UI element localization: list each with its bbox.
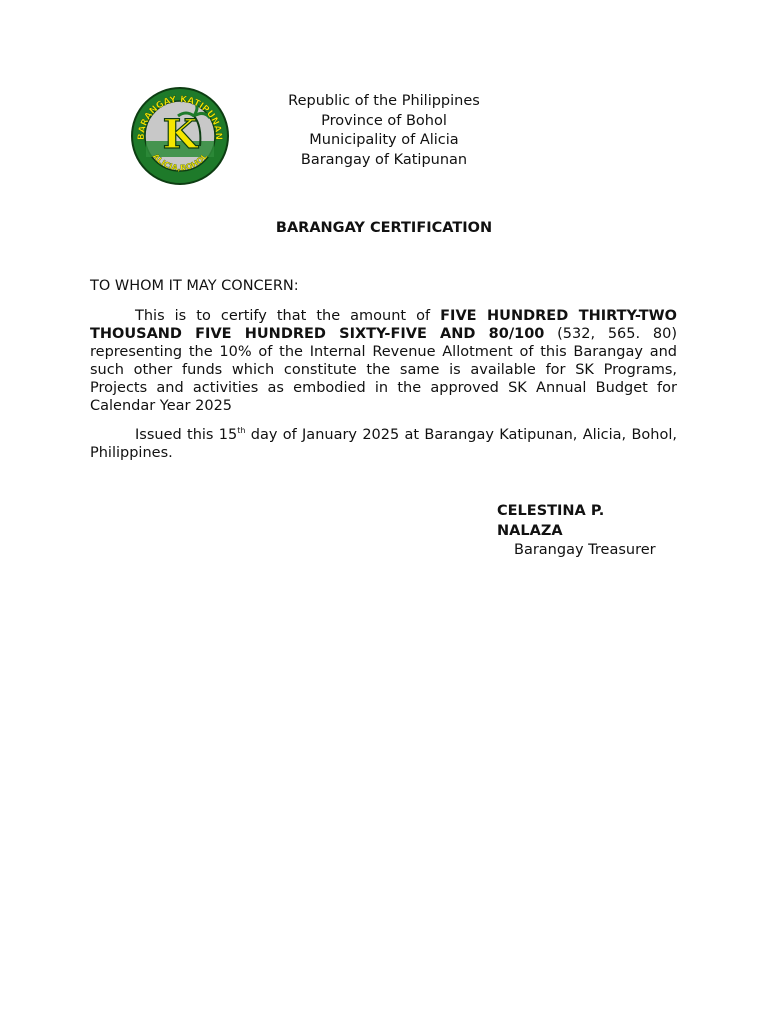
paragraph2-rest: day of January 2025 at Barangay Katipunan, Alicia, Bohol, Philippines. — [90, 427, 677, 461]
seal-letter: K — [162, 111, 198, 158]
paragraph2-lead: Issued this 15 — [135, 427, 238, 443]
seal-bottom-text: ALICIA,BOHOL — [150, 151, 210, 173]
paragraph1-lead: This is to certify that the amount of — [135, 308, 441, 324]
signatory-position: Barangay Treasurer — [514, 542, 656, 558]
amount-in-words: FIVE HUNDRED THIRTY-TWO THOUSAND FIVE HUNDRED SIXTY-FIVE AND 80/100 — [90, 308, 677, 342]
seal-icon — [130, 86, 230, 186]
date-ordinal-suffix: th — [237, 426, 246, 435]
letterhead-line-province: Province of Bohol — [321, 112, 447, 129]
barangay-seal-logo — [130, 86, 230, 186]
seal-top-text: BARANGAY KATIPUNAN — [136, 94, 224, 141]
issuance-paragraph — [90, 426, 677, 462]
signatory-name — [497, 501, 604, 541]
letterhead-line-republic: Republic of the Philippines — [288, 93, 480, 109]
certification-paragraph — [90, 307, 677, 415]
document-title: BARANGAY CERTIFICATION — [275, 220, 493, 236]
letterhead — [234, 92, 534, 171]
signatory-name-line2: NALAZA — [497, 523, 563, 539]
paragraph1-rest: (532, 565. 80) representing the 10% of the Internal Revenue Allotment of this Barangay and such other funds which constitute the same is available for SK Programs, Projects and activities as embodied in the approved SK Annual Budget for Calendar Year 2025 — [90, 326, 677, 414]
letterhead-line-barangay: Barangay of Katipunan — [300, 152, 468, 169]
letterhead-line-municipality: Municipality of Alicia — [309, 132, 459, 149]
salutation: TO WHOM IT MAY CONCERN: — [90, 278, 299, 294]
signatory-name-line1: CELESTINA P. — [497, 503, 605, 519]
